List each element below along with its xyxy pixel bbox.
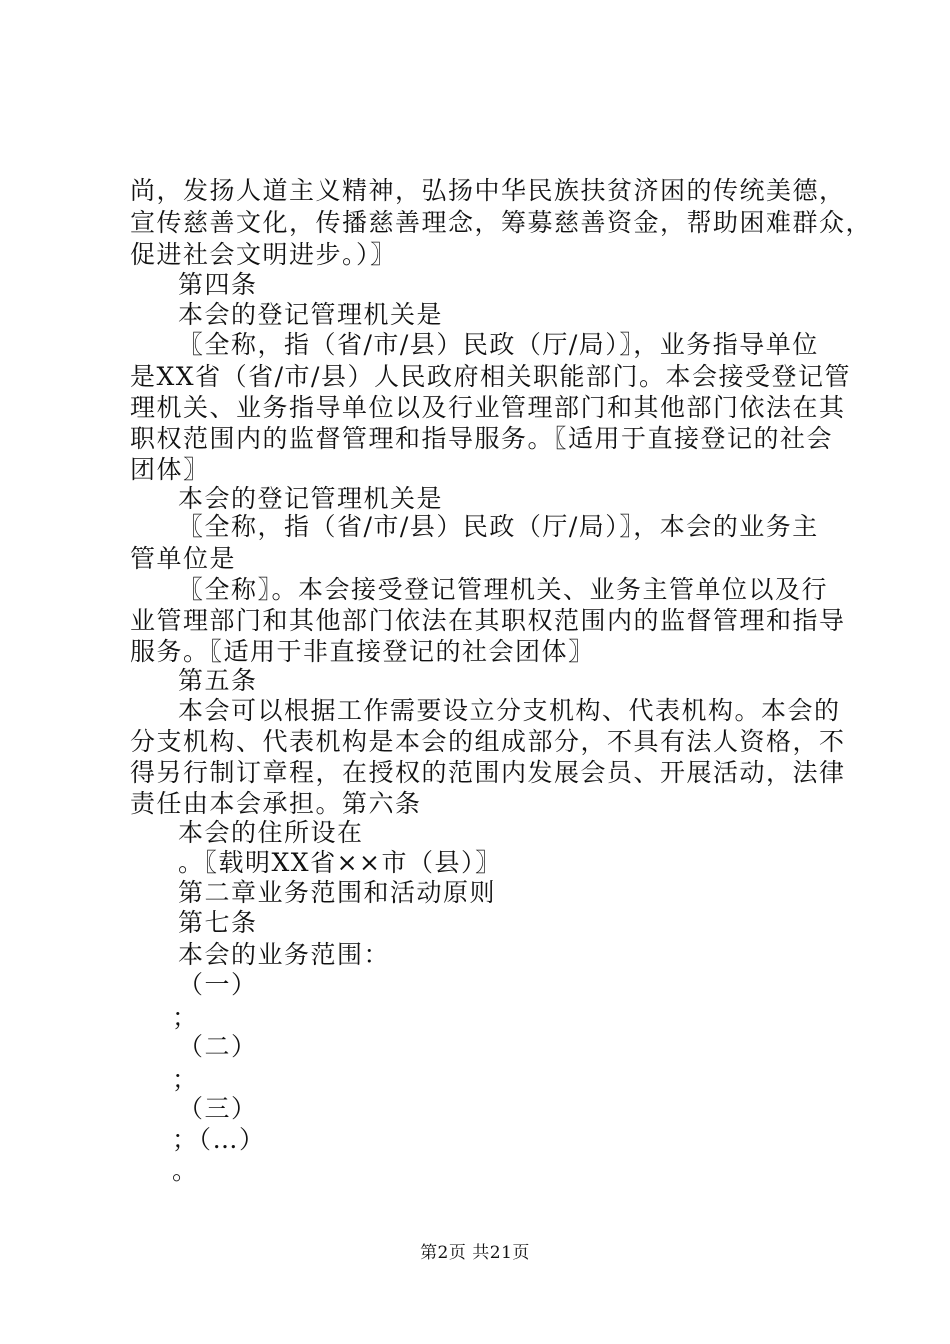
body-line: 理机关、业务指导单位以及行业管理部门和其他部门依法在其 — [130, 393, 846, 422]
body-line: 〖全称，指（省/市/县）民政（厅/局）〗，业务指导单位 — [178, 330, 819, 359]
body-line: 〖全称〗。本会接受登记管理机关、业务主管单位以及行 — [178, 575, 829, 604]
body-line: 。〖载明XX省××市（县）〗 — [178, 848, 502, 877]
list-item-end: ； — [172, 1003, 199, 1032]
chapter-heading: 第二章业务范围和活动原则 — [178, 878, 497, 907]
list-item-end: ； — [172, 1065, 199, 1094]
article-heading: 第五条 — [178, 666, 258, 695]
list-item-marker: （三） — [178, 1094, 258, 1123]
body-line: 宣传慈善文化，传播慈善理念，筹募慈善资金，帮助困难群众， — [130, 208, 873, 237]
body-line: 职权范围内的监督管理和指导服务。〖适用于直接登记的社会 — [130, 424, 834, 453]
body-line: 管单位是 — [130, 544, 237, 573]
body-line: 尚，发扬人道主义精神，弘扬中华民族扶贫济困的传统美德， — [130, 176, 846, 205]
body-line: 分支机构、代表机构是本会的组成部分，不具有法人资格，不 — [130, 727, 846, 756]
body-line: 本会的业务范围： — [178, 940, 391, 969]
list-end-mark: 。 — [172, 1156, 199, 1185]
article-heading: 第四条 — [178, 270, 258, 299]
body-line: 责任由本会承担。第六条 — [130, 789, 422, 818]
body-line: 本会可以根据工作需要设立分支机构、代表机构。本会的 — [178, 696, 841, 725]
list-item-marker: （一） — [178, 970, 258, 999]
body-line: 得另行制订章程，在授权的范围内发展会员、开展活动，法律 — [130, 758, 846, 787]
body-line: 本会的登记管理机关是 — [178, 300, 444, 329]
body-line: 本会的住所设在 — [178, 818, 364, 847]
list-item-end: ；（…） — [172, 1125, 266, 1154]
body-line: 本会的登记管理机关是 — [178, 484, 444, 513]
body-line: 团体〗 — [130, 455, 210, 484]
page-number-footer: 第2页 共21页 — [420, 1243, 530, 1263]
body-line: 是XX省（省/市/县）人民政府相关职能部门。本会接受登记管 — [130, 362, 851, 391]
body-line: 业管理部门和其他部门依法在其职权范围内的监督管理和指导 — [130, 606, 846, 635]
list-item-marker: （二） — [178, 1032, 258, 1061]
article-heading: 第七条 — [178, 908, 258, 937]
body-line: 〖全称，指（省/市/县）民政（厅/局）〗，本会的业务主 — [178, 512, 819, 541]
body-line: 促进社会文明进步。）〗 — [130, 240, 397, 269]
body-line: 服务。〖适用于非直接登记的社会团体〗 — [130, 637, 595, 666]
